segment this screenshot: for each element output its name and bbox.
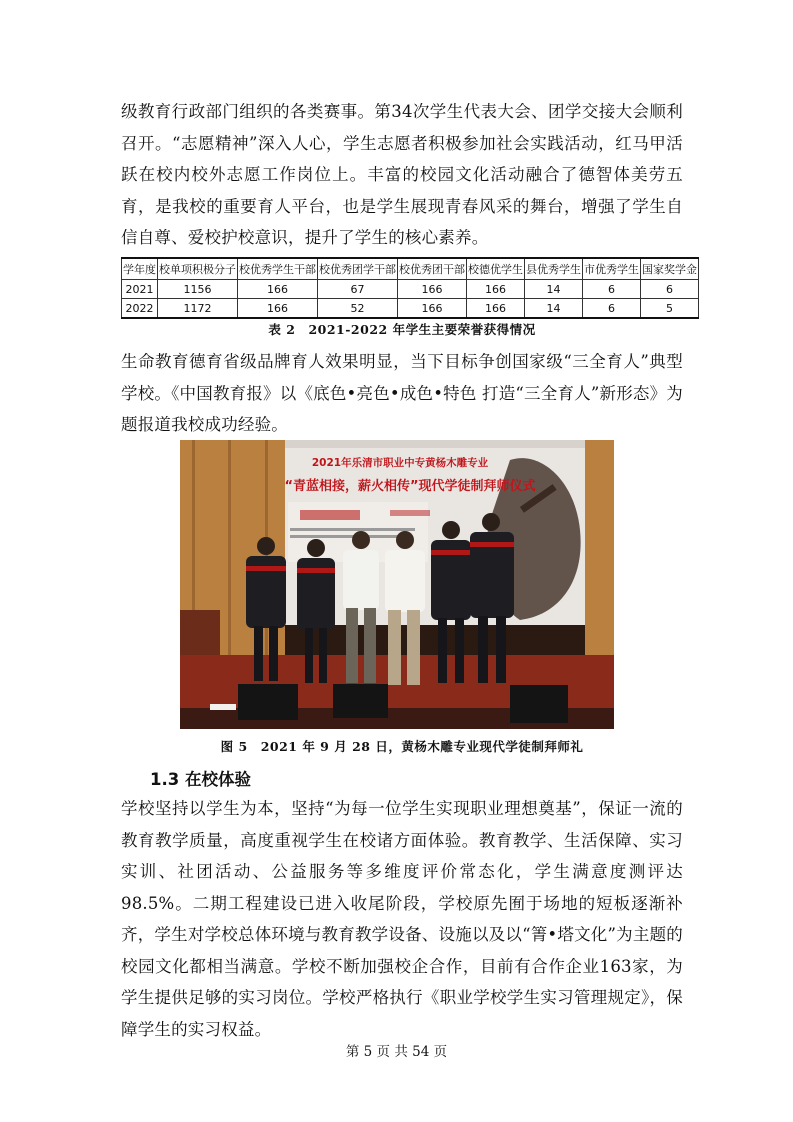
paragraph-brand: 生命教育德育省级品牌育人效果明显，当下目标争创国家级“三全育人”典型学校。《中国教育报》以《底色•亮色•成色•特色 打造“三全育人”新形态》为题报道我校成功经验。 (121, 352, 683, 434)
photo-caption: 图 5 2021 年 9 月 28 日，黄杨木雕专业现代学徒制拜师礼 (220, 739, 584, 754)
table-cell: 14 (525, 299, 583, 319)
table-cell: 52 (318, 299, 398, 319)
ceremony-photo (180, 440, 614, 729)
honors-table (121, 257, 699, 319)
table-cell: 1172 (158, 299, 238, 319)
table-cell: 2022 (122, 299, 158, 319)
stage-speaker (510, 685, 568, 723)
table-row (122, 280, 699, 299)
table-header-cell: 国家奖学金 (641, 258, 699, 280)
table-cell: 2021 (122, 280, 158, 299)
stage-speaker (333, 684, 388, 718)
table-cell: 6 (641, 280, 699, 299)
paragraph-experience: 学校坚持以学生为本，坚持“为每一位学生实现职业理想奠基”，保证一流的教育教学质量，高度重视学生在校诸方面体验。教育教学、生活保障、实习实训、社团活动、公益服务等多维度评价常态化，学生满意度测评达98.5%。二期工程建设已进入收尾阶段，学校原先囿于场地的短板逐渐补齐，学生对学校总体环境与教育教学设备、设施以及以“箐•塔文化”为主题的校园文化都相当满意。学校不断加强校企合作，目前有合作企业163家，为学生提供足够的实习岗位。学校严格执行《职业学校学生实习管理规定》，保障学生的实习权益。 (121, 799, 683, 1039)
section-heading: 1.3 在校体验 (150, 770, 251, 789)
table-cell: 6 (583, 280, 641, 299)
table-header-cell: 校德优学生 (467, 258, 525, 280)
table-header-cell: 校优秀团干部 (398, 258, 467, 280)
table-cell: 166 (398, 299, 467, 319)
table-cell: 166 (467, 280, 525, 299)
banner-title-line1: 2021年乐清市职业中专黄杨木雕专业 (311, 457, 489, 469)
table-row (122, 299, 699, 319)
table-cell: 67 (318, 280, 398, 299)
page-footer: 第 5 页 共 54 页 (345, 1044, 448, 1060)
table-header-cell: 校优秀学生干部 (238, 258, 318, 280)
table-header-row (122, 258, 699, 280)
table-cell: 14 (525, 280, 583, 299)
table-cell: 166 (398, 280, 467, 299)
table-cell: 166 (238, 280, 318, 299)
table-header-cell: 学年度 (122, 258, 158, 280)
table-caption: 表 2 2021-2022 年学生主要荣誉获得情况 (268, 322, 536, 337)
table-cell: 6 (583, 299, 641, 319)
banner-title-line2: “青蓝相接，薪火相传”现代学徒制拜师仪式 (284, 479, 536, 494)
table-cell: 166 (238, 299, 318, 319)
table-cell: 1156 (158, 280, 238, 299)
table-cell: 166 (467, 299, 525, 319)
table-header-cell: 县优秀学生 (525, 258, 583, 280)
table-header-cell: 市优秀学生 (583, 258, 641, 280)
table-header-cell: 校单项积极分子 (158, 258, 238, 280)
table-cell: 5 (641, 299, 699, 319)
paragraph-activities: 级教育行政部门组织的各类赛事。第34次学生代表大会、团学交接大会顺利召开。“志愿精神”深入人心，学生志愿者积极参加社会实践活动，红马甲活跃在校内校外志愿工作岗位上。丰富的校园文化活动融合了德智体美劳五育，是我校的重要育人平台，也是学生展现青春风采的舞台，增强了学生自信自尊、爱校护校意识，提升了学生的核心素养。 (121, 102, 683, 247)
stage-speaker (238, 684, 298, 720)
table-header-cell: 校优秀团学干部 (318, 258, 398, 280)
